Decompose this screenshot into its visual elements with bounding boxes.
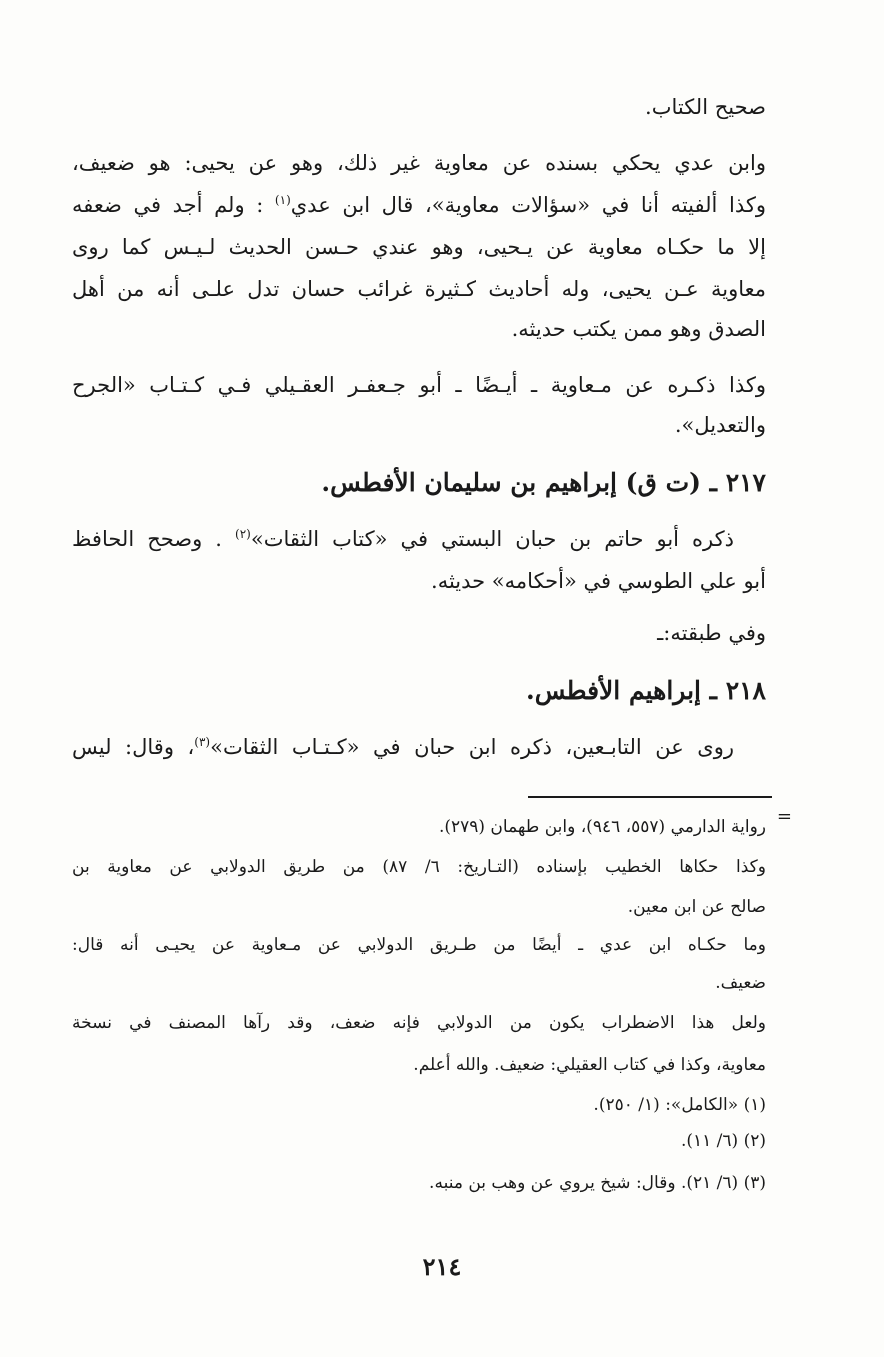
footnote-line: ضعيف. <box>715 973 766 993</box>
footnote-line: (٢) (٦/ ١١). <box>680 1131 766 1151</box>
text-segment: روى عن التابـعين، ذكره ابن حبان في «كـتـاب الثقات» <box>210 735 734 759</box>
footnote-ref[interactable]: (٣) <box>194 735 211 749</box>
text-segment: ، وقال: ليس <box>72 735 195 759</box>
text-line <box>72 732 734 762</box>
text-line: الصدق وهو ممن يكتب حديثه. <box>511 317 766 341</box>
footnote-line: وما حكـاه ابن عدي ـ أيضًا من طـريق الدولابي عن مـعاوية عن يحيـى أنه قال: <box>72 935 766 955</box>
footnote-line: (٣) (٦/ ٢١). وقال: شيخ يروي عن وهب بن منبه. <box>429 1173 766 1193</box>
footnote-line: ولعل هذا الاضطراب يكون من الدولابي فإنه ضعف، وقد رآها المصنف في نسخة <box>72 1013 766 1033</box>
footnote-separator <box>528 796 772 798</box>
footnote-line: رواية الدارمي (٥٥٧، ٩٤٦)، وابن طهمان (٢٧٩). <box>438 817 766 837</box>
footnote-line: معاوية، وكذا في كتاب العقيلي: ضعيف. والله أعلم. <box>413 1055 766 1075</box>
footnote-ref[interactable]: (١) <box>274 193 291 207</box>
footnote-line: وكذا حكاها الخطيب بإسناده (التـاريخ: ٦/ ٨٧) من طريق الدولابي عن معاوية بن <box>72 857 766 877</box>
text-line: وابن عدي يحكي بسنده عن معاوية غير ذلك، وهو عن يحيى: هو ضعيف، <box>72 151 766 175</box>
text-line: معاوية عـن يحيى، وله أحاديث كـثيرة غرائب حسان تدل علـى أنه من أهل <box>72 277 766 301</box>
text-line: وكذا ذكـره عن مـعاوية ـ أيـضًا ـ أبو جـعفـر العقـيلي فـي كـتـاب «الجرح <box>72 373 766 397</box>
text-line <box>72 524 734 554</box>
text-line <box>72 190 766 220</box>
text-line: وفي طبقته:ـ <box>657 621 766 645</box>
entry-title: ٢١٨ ـ إبراهيم الأفطس. <box>526 676 766 705</box>
text-segment: : ولم أجد في ضعفه <box>72 193 275 217</box>
text-segment: ذكره أبو حاتم بن حبان البستي في «كتاب الثقات» <box>250 527 734 551</box>
continuation-mark: = <box>776 806 792 827</box>
text-line: أبو علي الطوسي في «أحكامه» حديثه. <box>431 569 766 593</box>
text-segment: . وصحح الحافظ <box>72 527 236 551</box>
footnote-line: صالح عن ابن معين. <box>627 897 766 917</box>
page-number: ٢١٤ <box>422 1252 462 1281</box>
entry-title: ٢١٧ ـ (ت ق) إبراهيم بن سليمان الأفطس. <box>321 468 766 497</box>
footnote-ref[interactable]: (٢) <box>235 527 251 541</box>
text-line: إلا ما حكـاه معاوية عن يـحيى، وهو عندي حـسن الحديث لـيـس كما روى <box>72 235 766 259</box>
text-line: صحيح الكتاب. <box>645 95 766 119</box>
footnote-line: (١) «الكامل»: (١/ ٢٥٠). <box>593 1095 766 1115</box>
text-line: والتعديل». <box>674 413 766 437</box>
text-segment: وكذا ألفيته أنا في «سؤالات معاوية»، قال ابن عدي <box>290 193 766 217</box>
